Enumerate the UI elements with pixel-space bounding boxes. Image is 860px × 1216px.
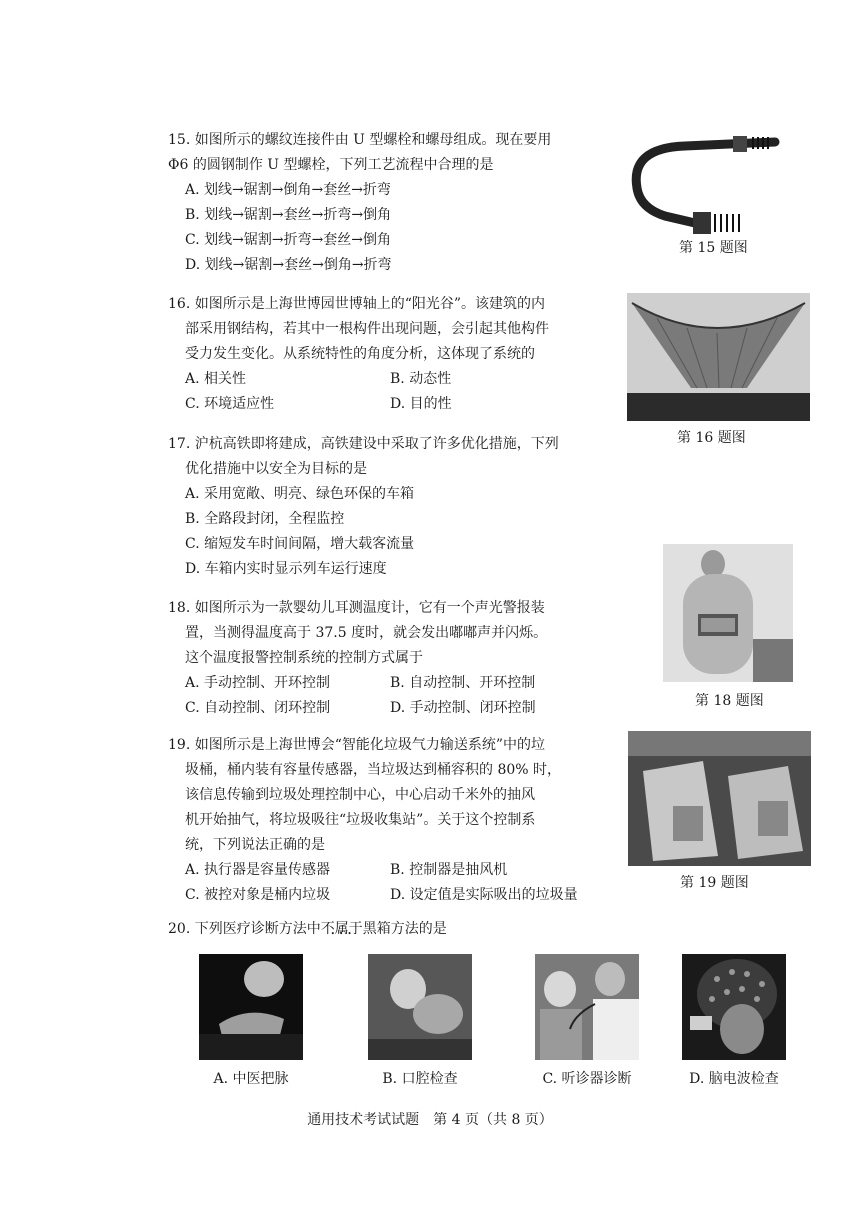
option-c: C. 自动控制、闭环控制 [185,700,331,716]
figure-caption: 第 18 题图 [695,693,764,709]
eeg-cap-icon [682,954,786,1060]
question-stem-line: 这个温度报警控制系统的控制方式属于 [185,650,423,666]
option-c: C. 被控对象是桶内垃圾 [185,887,331,903]
question-18 [168,596,595,721]
question-stem-line: 优化措施中以安全为目标的是 [185,461,367,477]
question-stem-line: 机开始抽气，将垃圾吸往“垃圾收集站”。关于这个控制系 [185,812,536,828]
option-c-caption: C. 听诊器诊断 [542,1071,632,1087]
option-c: C. 环境适应性 [185,396,275,412]
question-stem-text: 20. 下列医疗诊断方法中 [168,921,321,937]
option-a: A. 划线→锯割→倒角→套丝→折弯 [185,182,391,198]
option-a: A. 执行器是容量传感器 [185,862,331,878]
question-17 [168,432,559,582]
option-b: B. 自动控制、开环控制 [390,675,536,691]
question-stem-text: 黑箱方法的是 [362,921,447,937]
question-19 [168,733,595,908]
option-d: D. 车箱内实时显示列车运行速度 [185,561,387,577]
option-d: D. 目的性 [390,396,452,412]
question-20 [168,917,447,942]
option-b-photo [368,954,472,1060]
option-a: A. 相关性 [185,371,247,387]
trash-bin-photo [628,731,811,866]
figure-caption: 第 16 题图 [677,430,746,446]
stethoscope-exam-icon [535,954,639,1060]
option-b: B. 全路段封闭，全程监控 [185,511,345,527]
smart-trash-bin-icon [628,731,811,866]
question-stem-line: 置，当测得温度高于 37.5 度时，就会发出嘟嘟声并闪烁。 [185,625,548,641]
sun-valley-structure-icon [627,293,810,421]
option-d-photo [682,954,786,1060]
option-d: D. 设定值是实际吸出的垃圾量 [390,887,578,903]
option-b-caption: B. 口腔检查 [382,1071,458,1087]
option-d: D. 划线→锯割→套丝→倒角→折弯 [185,257,392,273]
option-b: B. 划线→锯割→套丝→折弯→倒角 [185,207,392,223]
question-stem-line: 该信息传输到垃圾处理控制中心，中心启动千米外的抽风 [185,787,535,803]
question-stem-line: 受力发生变化。从系统特性的角度分析，这体现了系统的 [185,346,535,362]
emphasized-text: 不属于 • • • [321,921,363,937]
figure-caption: 第 15 题图 [679,240,748,256]
question-stem-line: 16. 如图所示是上海世博园世博轴上的“阳光谷”。该建筑的内 [168,296,546,312]
pulse-taking-icon [199,954,303,1060]
option-a: A. 采用宽敞、明亮、绿色环保的车箱 [185,486,415,502]
question-stem-line: 圾桶，桶内装有容量传感器，当垃圾达到桶容积的 80% 时， [185,762,562,778]
question-stem-line: 部采用钢结构，若其中一根构件出现问题，会引起其他构件 [185,321,549,337]
oral-exam-icon [368,954,472,1060]
option-b: B. 控制器是抽风机 [390,862,508,878]
question-15 [168,128,551,278]
question-stem-line: 19. 如图所示是上海世博会“智能化垃圾气力输送系统”中的垃 [168,737,546,753]
option-c-photo [535,954,639,1060]
option-d: D. 手动控制、闭环控制 [390,700,536,716]
question-stem-line: 18. 如图所示为一款婴幼儿耳测温度计，它有一个声光警报装 [168,600,545,616]
option-c: C. 缩短发车时间间隔，增大载客流量 [185,536,415,552]
option-a-caption: A. 中医把脉 [213,1071,289,1087]
u-bolt-figure [625,128,785,236]
sun-valley-photo [627,293,810,421]
option-a-photo [199,954,303,1060]
option-d-caption: D. 脑电波检查 [689,1071,779,1087]
question-stem-line: 统，下列说法正确的是 [185,837,325,853]
thermometer-photo [663,544,793,682]
option-b: B. 动态性 [390,371,452,387]
question-stem-line: 15. 如图所示的螺纹连接件由 U 型螺栓和螺母组成。现在要用 [168,132,552,148]
option-a: A. 手动控制、开环控制 [185,675,331,691]
question-16 [168,292,595,417]
page-footer: 通用技术考试试题 第 4 页（共 8 页） [307,1112,553,1128]
figure-caption: 第 19 题图 [680,875,749,891]
question-stem-line: 17. 沪杭高铁即将建成，高铁建设中采取了许多优化措施，下列 [168,436,559,452]
ear-thermometer-icon [663,544,793,682]
question-stem-line: Φ6 的圆钢制作 U 型螺栓，下列工艺流程中合理的是 [168,157,494,173]
option-c: C. 划线→锯割→折弯→套丝→倒角 [185,232,392,248]
